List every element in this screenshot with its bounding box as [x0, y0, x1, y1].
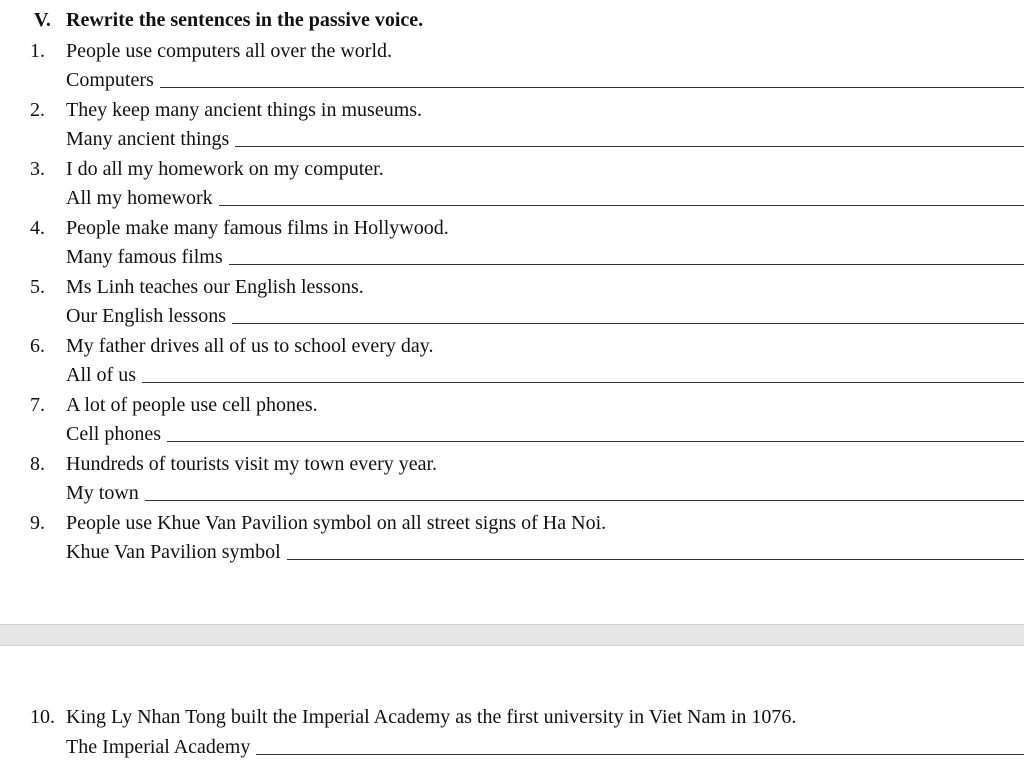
- question-sentence: My father drives all of us to school every day.: [66, 335, 434, 357]
- question-sentence: Ms Linh teaches our English lessons.: [66, 276, 364, 298]
- question-number: 1.: [30, 40, 45, 62]
- exercise-heading: [0, 6, 1024, 34]
- question-sentence: I do all my homework on my computer.: [66, 158, 384, 180]
- question-sentence: King Ly Nhan Tong built the Imperial Academy as the first university in Viet Nam in 1076.: [66, 706, 797, 728]
- answer-blank[interactable]: [167, 441, 1024, 442]
- answer-3[interactable]: [0, 184, 1024, 212]
- question-1: [0, 37, 1024, 65]
- question-number: 2.: [30, 99, 45, 121]
- question-number: 10.: [30, 706, 55, 728]
- answer-lead: All my homework: [66, 187, 213, 209]
- question-6: [0, 332, 1024, 360]
- question-number: 3.: [30, 158, 45, 180]
- answer-blank[interactable]: [256, 754, 1024, 755]
- question-sentence: Hundreds of tourists visit my town every year.: [66, 453, 438, 475]
- answer-blank[interactable]: [229, 264, 1024, 265]
- answer-blank[interactable]: [219, 205, 1024, 206]
- answer-lead: Khue Van Pavilion symbol: [66, 541, 281, 563]
- question-5: [0, 273, 1024, 301]
- answer-lead: My town: [66, 482, 139, 504]
- question-7: [0, 391, 1024, 419]
- answer-10[interactable]: [0, 733, 1024, 761]
- answer-lead: The Imperial Academy: [66, 736, 251, 758]
- question-number: 8.: [30, 453, 45, 475]
- question-number: 4.: [30, 217, 45, 239]
- exercise-number: V.: [34, 9, 51, 31]
- answer-lead: Our English lessons: [66, 305, 226, 327]
- question-sentence: People use Khue Van Pavilion symbol on all street signs of Ha Noi.: [66, 512, 607, 534]
- answer-blank[interactable]: [235, 146, 1024, 147]
- question-8: [0, 450, 1024, 478]
- answer-blank[interactable]: [142, 382, 1024, 383]
- question-sentence: They keep many ancient things in museums.: [66, 99, 423, 121]
- answer-blank[interactable]: [145, 500, 1024, 501]
- answer-blank[interactable]: [160, 87, 1024, 88]
- answer-4[interactable]: [0, 243, 1024, 271]
- answer-blank[interactable]: [232, 323, 1024, 324]
- answer-lead: Many ancient things: [66, 128, 230, 150]
- answer-5[interactable]: [0, 302, 1024, 330]
- question-number: 6.: [30, 335, 45, 357]
- answer-lead: Many famous films: [66, 246, 223, 268]
- question-number: 7.: [30, 394, 45, 416]
- question-2: [0, 96, 1024, 124]
- answer-2[interactable]: [0, 125, 1024, 153]
- question-9: [0, 509, 1024, 537]
- question-sentence: People make many famous films in Hollywood.: [66, 217, 449, 239]
- answer-6[interactable]: [0, 361, 1024, 389]
- page-break-divider: [0, 624, 1024, 646]
- exercise-instruction: Rewrite the sentences in the passive voice.: [66, 9, 424, 31]
- answer-7[interactable]: [0, 420, 1024, 448]
- question-3: [0, 155, 1024, 183]
- answer-1[interactable]: [0, 66, 1024, 94]
- question-sentence: A lot of people use cell phones.: [66, 394, 318, 416]
- answer-blank[interactable]: [287, 559, 1024, 560]
- answer-9[interactable]: [0, 538, 1024, 566]
- answer-lead: All of us: [66, 364, 136, 386]
- answer-lead: Cell phones: [66, 423, 161, 445]
- question-number: 5.: [30, 276, 45, 298]
- question-sentence: People use computers all over the world.: [66, 40, 393, 62]
- answer-lead: Computers: [66, 69, 154, 91]
- question-4: [0, 214, 1024, 242]
- answer-8[interactable]: [0, 479, 1024, 507]
- question-10: [0, 703, 1024, 731]
- question-number: 9.: [30, 512, 45, 534]
